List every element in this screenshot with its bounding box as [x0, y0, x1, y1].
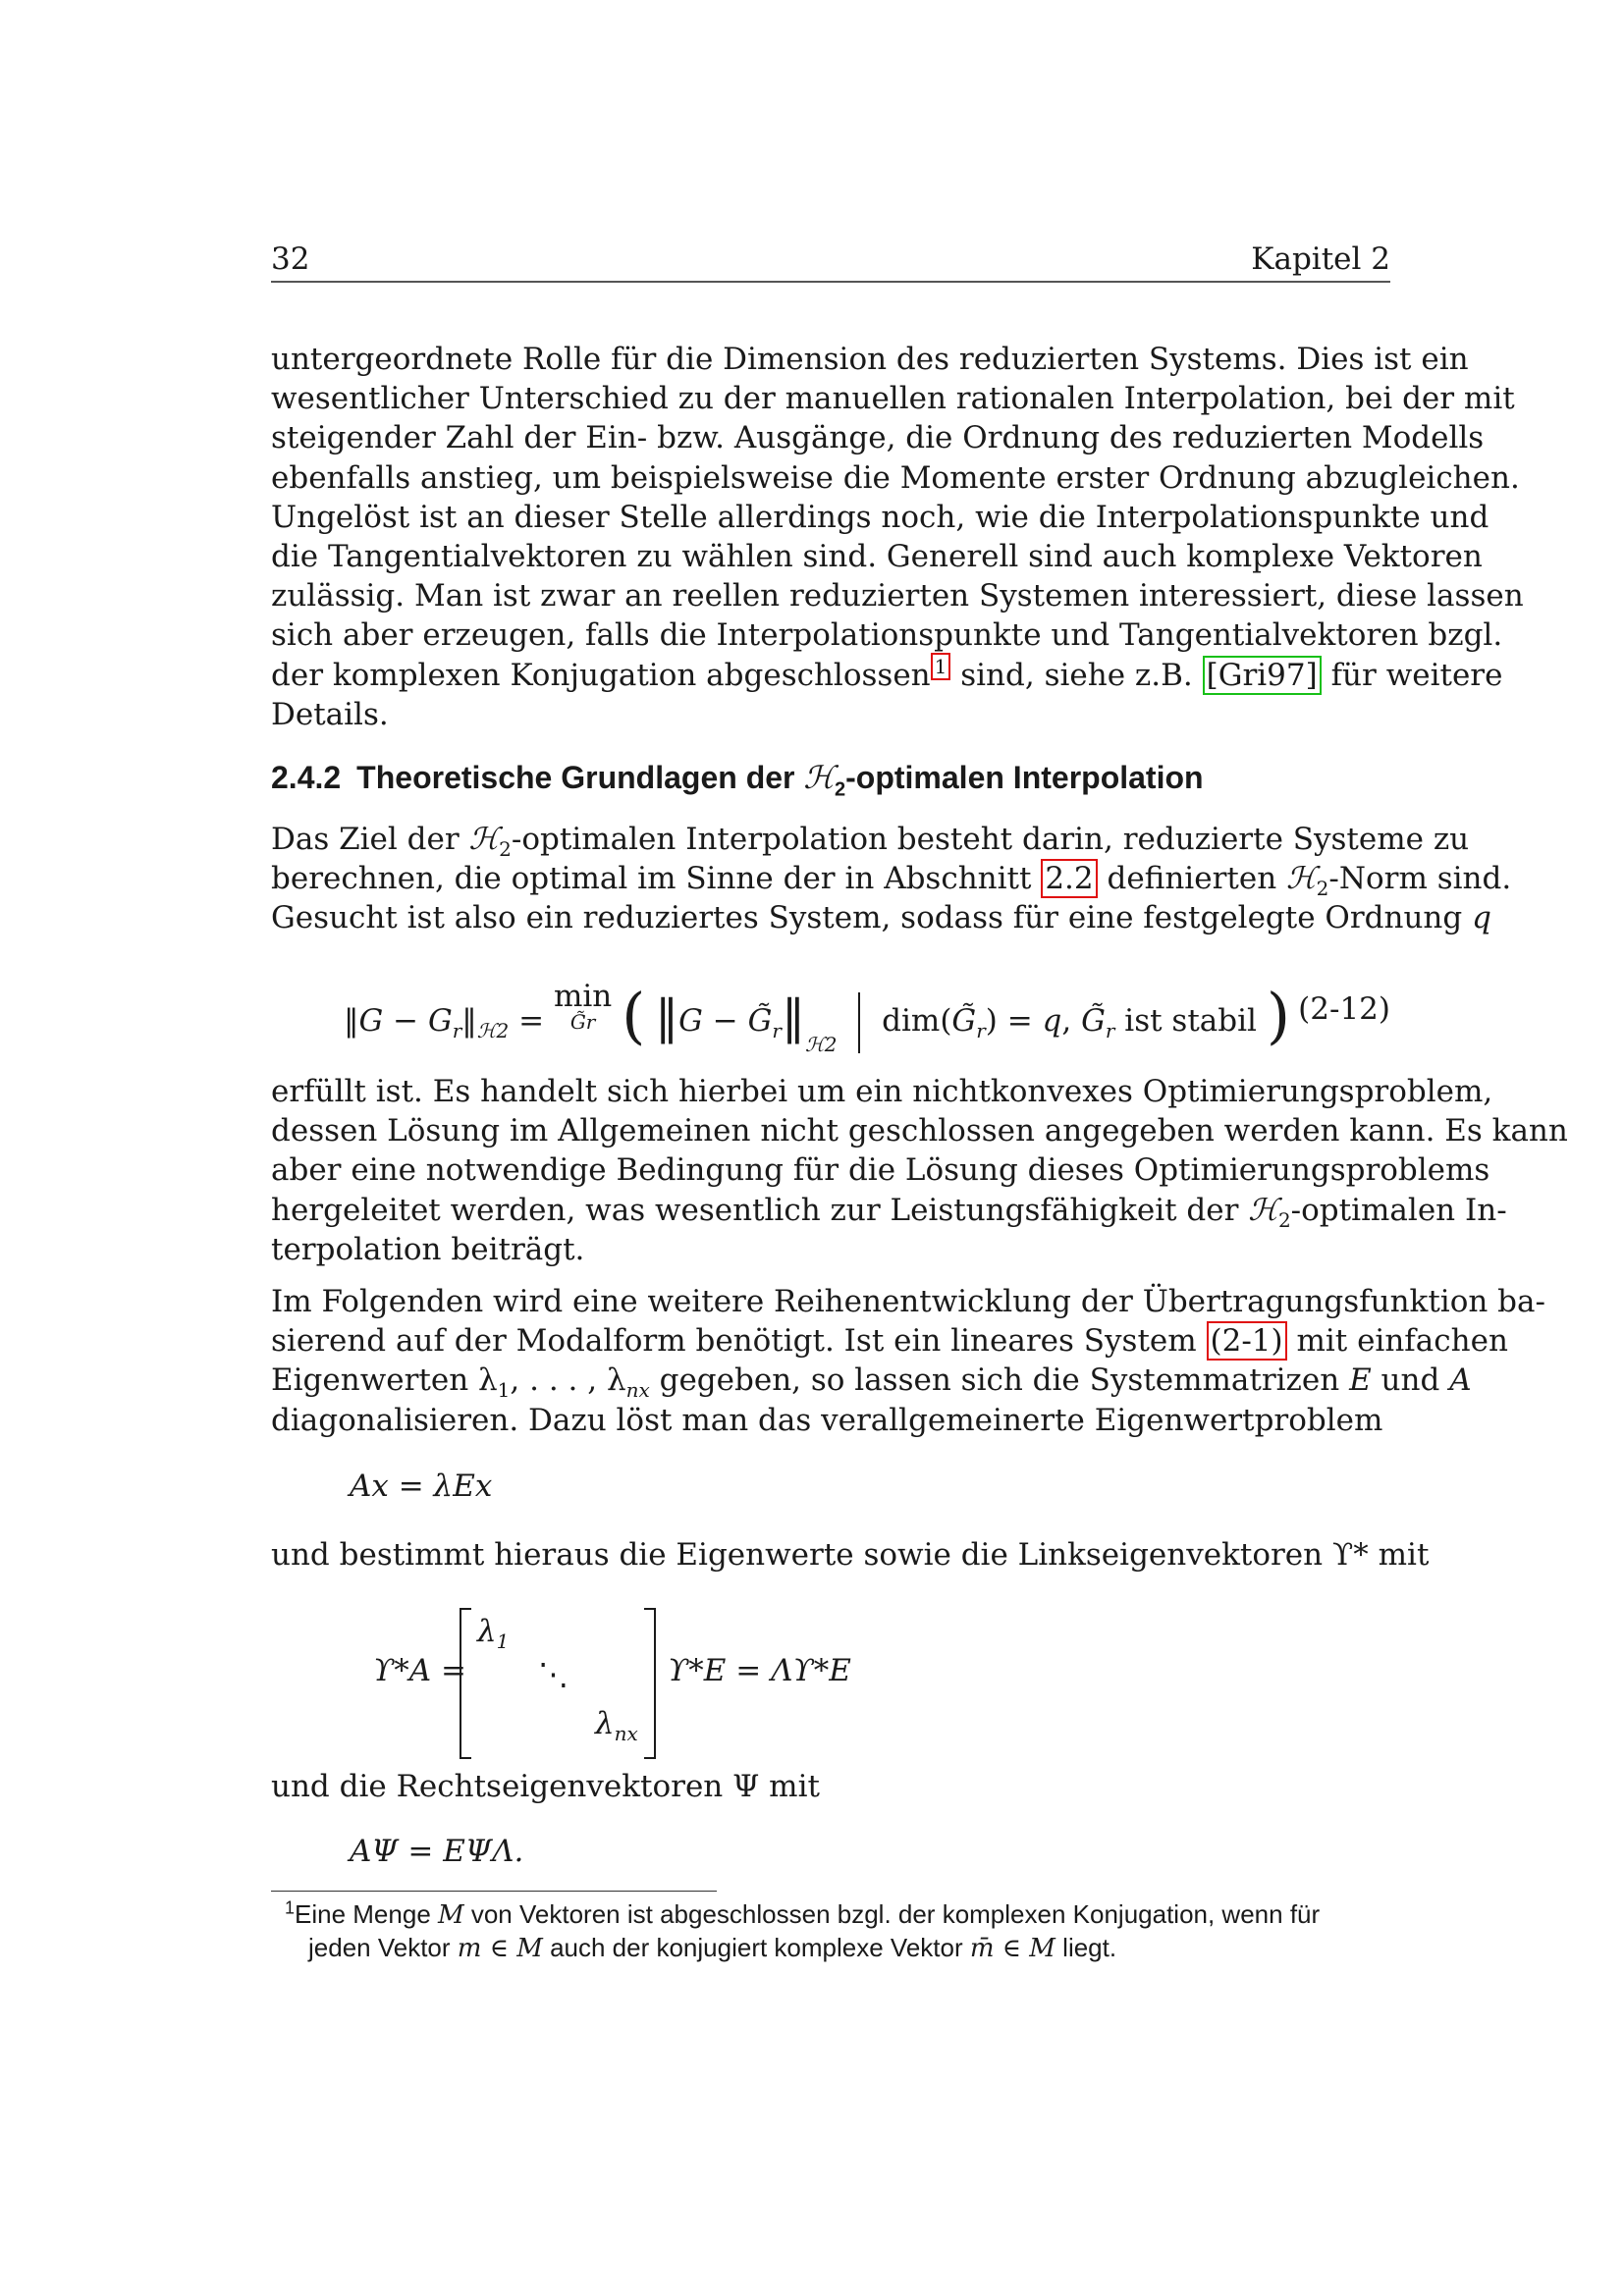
text-line: Im Folgenden wird eine weitere Reihenentwicklung der Übertragungsfunktion ba-	[271, 1284, 1545, 1319]
math-operator: −	[702, 1003, 748, 1039]
text-line	[271, 1321, 1508, 1361]
paragraph-4	[271, 1282, 1545, 1440]
math-subscript: 2	[835, 778, 846, 801]
text-line: die Tangentialvektoren zu wählen sind. Generell sind auch komplexe Vektoren	[271, 539, 1483, 575]
text-segment: -Norm sind.	[1328, 861, 1512, 897]
text-segment: gegeben, so lassen sich die Systemmatrizen	[649, 1362, 1350, 1399]
diagonal-matrix	[460, 1608, 656, 1755]
text-line: untergeordnete Rolle für die Dimension des reduzierten Systems. Dies ist ein	[271, 342, 1469, 377]
right-eigenvector-equation: AΨ = EΨΛ.	[350, 1834, 524, 1869]
math-subscript: nx	[625, 1378, 650, 1403]
matrix-lhs: ϒ*A =	[373, 1653, 466, 1688]
math-subscript: 2	[1316, 877, 1329, 901]
text-segment: sind, siehe z.B.	[950, 657, 1203, 693]
math-subscript: 1	[496, 1629, 510, 1654]
math-variable: G̃	[951, 1003, 977, 1039]
text-segment: für weitere	[1321, 657, 1503, 693]
footnote	[285, 1898, 1390, 1965]
min-label: min	[553, 979, 613, 1014]
eigenvalue-equation: Ax = λEx	[350, 1468, 493, 1504]
math-variable: λ	[595, 1706, 615, 1741]
text-segment: der komplexen Konjugation abgeschlossen	[271, 657, 931, 693]
section-number: 2.4.2	[271, 760, 342, 795]
text-line	[271, 1361, 1472, 1403]
text-line	[271, 898, 1491, 937]
math-variable: G	[427, 1003, 453, 1039]
text-line: Details.	[271, 696, 389, 732]
math-text: ist stabil	[1114, 1003, 1257, 1039]
math-variable: A	[1449, 1362, 1472, 1399]
section-link[interactable]: 2.2	[1041, 859, 1097, 898]
math-expression: m̄ ∈ M	[969, 1934, 1056, 1963]
text-line	[271, 1767, 1390, 1806]
text-line: ebenfalls anstieg, um beispielsweise die Momente erster Ordnung abzugleichen.	[271, 459, 1520, 496]
norm-bar: ‖	[781, 989, 805, 1044]
math-variable: M	[438, 1900, 464, 1930]
text-line: sich aber erzeugen, falls die Interpolationspunkte und Tangentialvektoren bzgl.	[271, 617, 1503, 654]
math-text: ,	[1061, 1003, 1082, 1039]
condition-bar	[858, 992, 860, 1053]
matrix-entry-first	[477, 1614, 510, 1654]
section-title: Theoretische Grundlagen der	[356, 760, 804, 795]
text-segment: sierend auf der Modalform benötigt. Ist ein lineares System	[271, 1323, 1207, 1360]
section-heading	[271, 759, 1204, 801]
math-subscript: r	[452, 1019, 462, 1043]
text-line	[271, 1535, 1430, 1575]
bracket-left	[460, 1608, 471, 1759]
text-segment: von Vektoren ist abgeschlossen bzgl. der komplexen Konjugation, wenn für	[463, 1899, 1321, 1929]
math-subscript: r	[1105, 1019, 1115, 1043]
footnote-marker: 1	[285, 1897, 296, 1918]
text-segment: und bestimmt hieraus die Eigenwerte sowie die Linkseigenvektoren	[271, 1537, 1332, 1573]
min-operator	[553, 979, 613, 1034]
text-line: steigender Zahl der Ein- bzw. Ausgänge, die Ordnung des reduzierten Modells	[271, 420, 1485, 456]
footnote-rule	[271, 1891, 717, 1892]
paren-close: )	[1266, 980, 1291, 1051]
chapter-label: Kapitel 2	[1251, 241, 1390, 277]
math-variable: E	[1349, 1362, 1372, 1399]
text-segment: liegt.	[1055, 1933, 1117, 1962]
text-line: aber eine notwendige Bedingung für die Lösung dieses Optimierungsproblems	[271, 1152, 1490, 1189]
equation-link[interactable]: (2-1)	[1207, 1321, 1287, 1361]
text-segment: berechnen, die optimal im Sinne der in Abschnitt	[271, 861, 1042, 897]
math-expression: m ∈ M	[457, 1934, 543, 1963]
text-line	[271, 820, 1470, 862]
math-symbol: ϒ*	[1331, 1537, 1369, 1573]
matrix-rhs: ϒ*E = Λϒ*E	[668, 1653, 851, 1688]
page-header	[271, 241, 1390, 283]
math-subscript: r	[976, 1019, 986, 1043]
math-subscript: 2	[1277, 1207, 1291, 1232]
paren-open: (	[622, 980, 646, 1051]
text-segment: auch der konjugiert komplexe Vektor	[542, 1933, 970, 1962]
paragraph-3	[271, 1072, 1568, 1269]
math-operator: −	[383, 1003, 428, 1039]
math-symbol: ℋ	[1248, 1192, 1278, 1228]
math-subscript: 1	[497, 1378, 511, 1403]
text-segment: Gesucht ist also ein reduziertes System, sodass für eine festgelegte Ordnung	[271, 900, 1473, 936]
math-symbol: ℋ	[468, 822, 500, 857]
text-line: zulässig. Man ist zwar an reellen reduzierten Systemen interessiert, diese lassen	[271, 578, 1524, 614]
text-segment: hergeleitet werden, was wesentlich zur Leistungsfähigkeit der	[271, 1192, 1249, 1228]
text-segment: und die Rechtseigenvektoren	[271, 1769, 733, 1804]
math-text: dim(	[882, 1003, 952, 1039]
text-segment: und	[1371, 1362, 1450, 1399]
math-subscript: nx	[614, 1722, 638, 1746]
math-subscript: ℋ2	[804, 1033, 838, 1057]
footnote-link[interactable]: 1	[931, 653, 951, 680]
math-variable: G	[678, 1003, 703, 1039]
text-segment: Eine Menge	[295, 1899, 438, 1929]
math-symbol: Ψ	[732, 1769, 760, 1804]
text-segment: Das Ziel der	[271, 822, 469, 857]
math-symbol: ℋ	[803, 759, 835, 796]
text-line	[271, 1191, 1507, 1232]
text-segment: mit	[1368, 1537, 1430, 1573]
bracket-right	[644, 1608, 656, 1759]
text-line: wesentlicher Unterschied zu der manuellen rationalen Interpolation, bei der mit	[271, 381, 1515, 417]
math-subscript: ℋ2	[476, 1019, 510, 1043]
math-variable: G̃	[747, 1003, 773, 1039]
text-line	[271, 859, 1512, 901]
text-segment: mit einfachen	[1286, 1323, 1508, 1360]
math-symbol: ℋ	[1286, 861, 1317, 897]
text-line: terpolation beiträgt.	[271, 1231, 585, 1267]
text-segment: -optimalen Interpolation besteht darin, reduzierte Systeme zu	[511, 822, 1470, 857]
paragraph-6	[271, 1767, 1390, 1806]
text-line: Ungelöst ist an dieser Stelle allerdings noch, wie die Interpolationspunkte und	[271, 499, 1489, 535]
section-title: -optimalen Interpolation	[845, 760, 1204, 795]
footnote-line	[285, 1932, 1390, 1965]
math-variable: λ	[477, 1614, 497, 1649]
math-variable: q	[1042, 1003, 1062, 1039]
text-line	[271, 655, 1503, 695]
text-segment: , . . . , λ	[510, 1362, 626, 1399]
paragraph-1	[271, 340, 1524, 734]
norm-bar: ‖	[344, 1003, 359, 1039]
norm-bar: ‖	[461, 1003, 477, 1039]
equation-number: (2-12)	[1298, 991, 1390, 1027]
math-variable: q	[1472, 900, 1491, 936]
math-subscript: 2	[499, 837, 512, 862]
paragraph-2	[271, 820, 1512, 938]
min-subscript: G̃r	[569, 1010, 596, 1034]
text-line: diagonalisieren. Dazu löst man das verallgemeinerte Eigenwertproblem	[271, 1402, 1383, 1438]
footnote-line	[285, 1898, 1390, 1932]
text-segment: jeden Vektor	[308, 1933, 458, 1962]
math-variable: G̃	[1081, 1003, 1106, 1039]
text-segment: Eigenwerten λ	[271, 1362, 498, 1399]
math-subscript: r	[772, 1019, 782, 1043]
matrix-entry-last	[595, 1706, 638, 1746]
text-line: erfüllt ist. Es handelt sich hierbei um ein nichtkonvexes Optimierungsproblem,	[271, 1074, 1493, 1109]
text-segment: mit	[759, 1769, 820, 1804]
math-variable: G	[358, 1003, 384, 1039]
math-text: ) =	[985, 1003, 1043, 1039]
math-operator: =	[509, 1003, 554, 1039]
equation-2-12	[344, 974, 1291, 1057]
page-number: 32	[271, 241, 310, 277]
text-line: dessen Lösung im Allgemeinen nicht geschlossen angegeben werden kann. Es kann	[271, 1113, 1568, 1149]
norm-bar: ‖	[655, 989, 679, 1044]
text-segment: definierten	[1097, 861, 1287, 897]
paragraph-5	[271, 1535, 1430, 1575]
text-segment: -optimalen In-	[1290, 1192, 1507, 1228]
matrix-dots: ⋱	[538, 1657, 568, 1692]
citation-link[interactable]: [Gri97]	[1203, 656, 1322, 695]
